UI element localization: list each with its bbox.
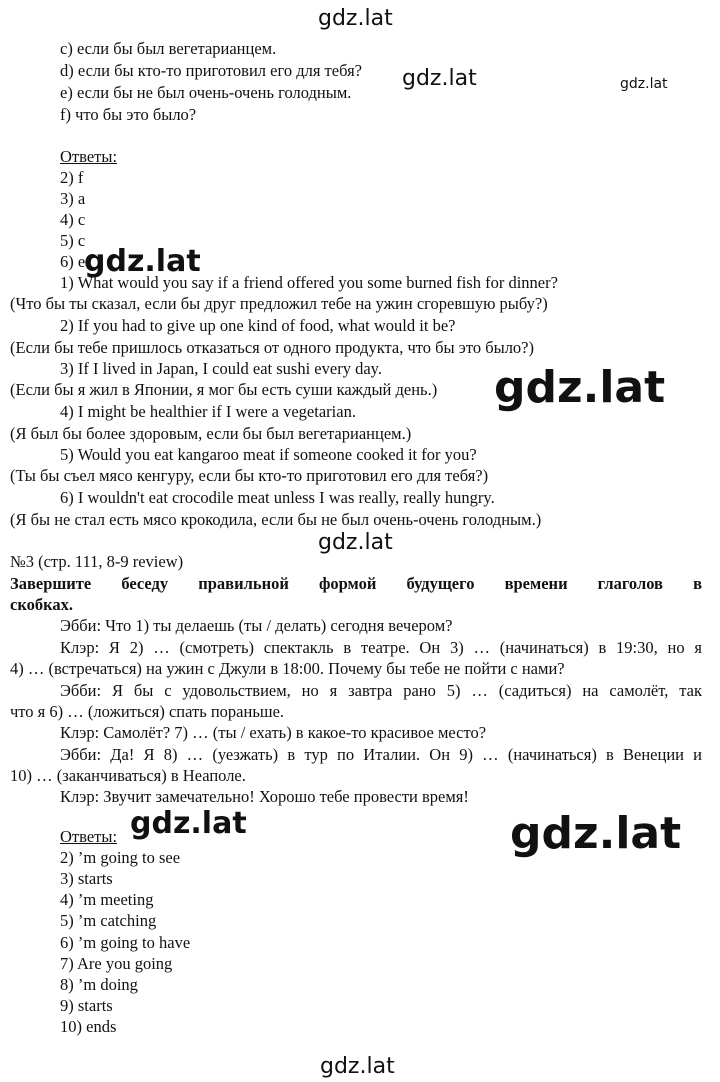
dialogue-line: Клэр: Звучит замечательно! Хорошо тебе провести время!	[60, 787, 469, 806]
option-line: d) если бы кто-то приготовил его для тебя?	[60, 61, 362, 80]
answer-item: 6) ’m going to have	[60, 933, 191, 952]
dialogue-line: 10) … (заканчиваться) в Неаполе.	[10, 766, 246, 785]
answer-item: 3) starts	[60, 869, 113, 888]
answer-item: 7) Are you going	[60, 954, 173, 973]
watermark: gdz.lat	[318, 530, 393, 555]
dialogue-line: Клэр: Я 2) … (смотреть) спектакль в театре. Он 3) … (начинаться) в 19:30, но я	[60, 638, 702, 657]
answer-item: 10) ends	[60, 1017, 117, 1036]
english-sentence: 2) If you had to give up one kind of food, what would it be?	[60, 316, 456, 335]
option-line: e) если бы не был очень-очень голодным.	[60, 83, 352, 102]
answers-label: Ответы:	[60, 147, 118, 166]
russian-translation: (Если бы я жил в Японии, я мог бы есть суши каждый день.)	[10, 380, 438, 399]
option-line: f) что бы это было?	[60, 105, 197, 124]
english-sentence: 4) I might be healthier if I were a vegetarian.	[60, 402, 356, 421]
answer-item: 4) ’m meeting	[60, 890, 154, 909]
dialogue-line: Клэр: Самолёт? 7) … (ты / ехать) в какое-то красивое место?	[60, 723, 487, 742]
task-instruction: скобках.	[10, 595, 73, 614]
english-sentence: 5) Would you eat kangaroo meat if someone cooked it for you?	[60, 445, 477, 464]
russian-translation: (Ты бы съел мясо кенгуру, если бы кто-то приготовил его для тебя?)	[10, 466, 489, 485]
task-heading: №3 (стр. 111, 8-9 review)	[10, 552, 184, 571]
watermark: gdz.lat	[130, 806, 247, 841]
dialogue-line: Эбби: Что 1) ты делаешь (ты / делать) сегодня вечером?	[60, 616, 453, 635]
dialogue-line: 4) … (встречаться) на ужин с Джули в 18:00. Почему бы тебе не пойти с нами?	[10, 659, 565, 678]
answer-item: 8) ’m doing	[60, 975, 138, 994]
answer-item: 3) a	[60, 189, 86, 208]
answer-item: 2) f	[60, 168, 84, 187]
dialogue-line: что я 6) … (ложиться) спать пораньше.	[10, 702, 285, 721]
english-sentence: 1) What would you say if a friend offered you some burned fish for dinner?	[60, 273, 558, 292]
russian-translation: (Что бы ты сказал, если бы друг предложил тебе на ужин сгоревшую рыбу?)	[10, 294, 548, 313]
answer-item: 5) c	[60, 231, 86, 250]
dialogue-line: Эбби: Я бы с удовольствием, но я завтра рано 5) … (садиться) на самолёт, так	[60, 681, 702, 700]
russian-translation: (Я бы не стал есть мясо крокодила, если бы не был очень-очень голодным.)	[10, 510, 542, 529]
watermark: gdz.lat	[84, 244, 201, 279]
answer-item: 6) e	[60, 252, 86, 271]
english-sentence: 3) If I lived in Japan, I could eat sushi every day.	[60, 359, 382, 378]
english-sentence: 6) I wouldn't eat crocodile meat unless I was really, really hungry.	[60, 488, 495, 507]
russian-translation: (Если бы тебе пришлось отказаться от одного продукта, что бы это было?)	[10, 338, 534, 357]
answer-item: 2) ’m going to see	[60, 848, 181, 867]
russian-translation: (Я был бы более здоровым, если бы был вегетарианцем.)	[10, 424, 412, 443]
answer-item: 5) ’m catching	[60, 911, 157, 930]
answers-label: Ответы:	[60, 827, 118, 846]
watermark: gdz.lat	[510, 808, 682, 859]
watermark-top: gdz.lat	[318, 6, 393, 31]
task-instruction: Завершите беседу правильной формой будущего времени глаголов в	[10, 574, 702, 593]
answer-item: 9) starts	[60, 996, 113, 1015]
dialogue-line: Эбби: Да! Я 8) … (уезжать) в тур по Италии. Он 9) … (начинаться) в Венеции и	[60, 745, 702, 764]
watermark-bottom: gdz.lat	[320, 1054, 395, 1079]
option-line: c) если бы был вегетарианцем.	[60, 39, 277, 58]
watermark: gdz.lat	[620, 76, 668, 92]
answer-item: 4) c	[60, 210, 86, 229]
watermark: gdz.lat	[402, 66, 477, 91]
watermark: gdz.lat	[494, 362, 666, 413]
